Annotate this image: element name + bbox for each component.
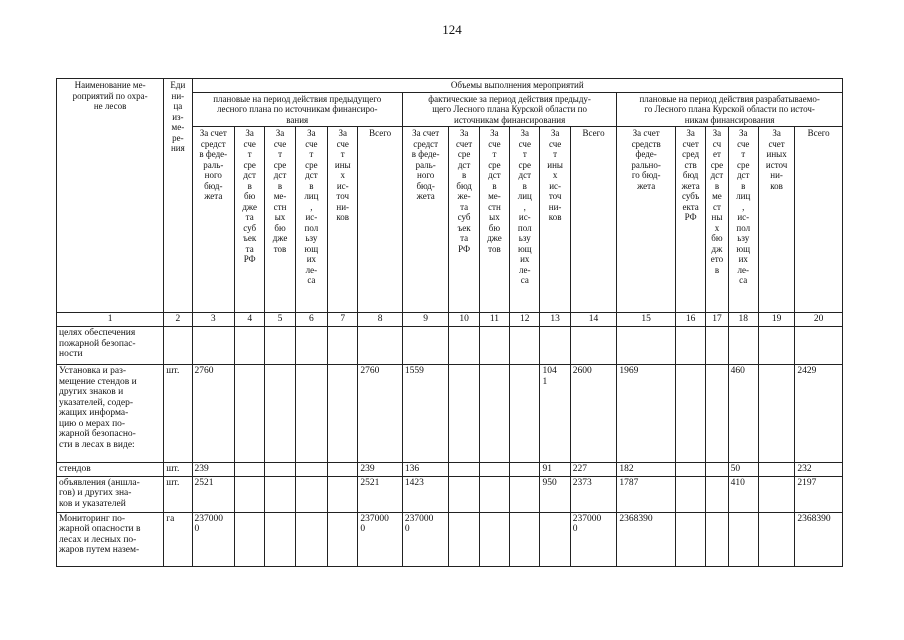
- row-label: Мониторинг по- жарной опасности в лесах и лесных по- жаров путем назем-: [57, 512, 164, 566]
- header-group-planned-current: плановые на период действия разрабатываемо- го Лесного плана Курской области по источ- никам финансирования: [617, 92, 843, 127]
- table-cell: [675, 512, 705, 566]
- table-row: [57, 327, 843, 365]
- column-number: 20: [795, 313, 843, 327]
- header-subcol: Всего: [358, 127, 403, 313]
- column-number: 7: [328, 313, 358, 327]
- table-cell: [510, 327, 540, 365]
- table-cell: 1969: [617, 365, 676, 463]
- table-cell: [358, 327, 403, 365]
- column-number: 18: [728, 313, 758, 327]
- table-cell: [675, 463, 705, 477]
- table-cell: [265, 463, 295, 477]
- table-cell: [328, 463, 358, 477]
- row-unit: шт.: [164, 463, 192, 477]
- table-cell: [449, 365, 479, 463]
- table-cell: [675, 476, 705, 512]
- row-unit: га: [164, 512, 192, 566]
- header-subcol: За сче т сре дст в ме- стн ых бю дже тов: [265, 127, 295, 313]
- row-label: целях обеспечения пожарной безопас- ности: [57, 327, 164, 365]
- column-number: 17: [706, 313, 728, 327]
- column-number: 2: [164, 313, 192, 327]
- table-cell: 2521: [192, 476, 234, 512]
- table-cell: [795, 327, 843, 365]
- row-label: объявления (аншла- гов) и других зна- ков и указателей: [57, 476, 164, 512]
- table-cell: [192, 327, 234, 365]
- header-subcol: За сч ет сре дст в ме ст ны х бю дж ето в: [706, 127, 728, 313]
- header-group-planned-previous: плановые на период действия предыдущего лесного плана по источникам финансиро- вания: [192, 92, 402, 127]
- header-subcol: За сче т сре дст в ме- стн ых бю дже тов: [479, 127, 509, 313]
- table-cell: 237000 0: [192, 512, 234, 566]
- table-cell: [758, 463, 794, 477]
- forest-protection-table: [56, 78, 843, 567]
- column-number: 16: [675, 313, 705, 327]
- column-number: 13: [540, 313, 570, 327]
- table-cell: [295, 512, 327, 566]
- table-cell: [328, 512, 358, 566]
- column-number: 9: [402, 313, 449, 327]
- table-cell: 2197: [795, 476, 843, 512]
- table-cell: 2600: [570, 365, 617, 463]
- column-number: 10: [449, 313, 479, 327]
- header-subcol: За счет сред ств бюд жета субъ екта РФ: [675, 127, 705, 313]
- row-label: Установка и раз- мещение стендов и других знаков и указателей, содер- жащих информа- цию о мерах по- жарной безопасно- сти в лесах в виде:: [57, 365, 164, 463]
- table-cell: [479, 476, 509, 512]
- table-cell: 239: [358, 463, 403, 477]
- table-cell: [235, 327, 265, 365]
- table-cell: [265, 365, 295, 463]
- table-cell: [265, 476, 295, 512]
- header-volumes: Объемы выполнения мероприятий: [192, 79, 842, 93]
- table-cell: [540, 327, 570, 365]
- row-label: стендов: [57, 463, 164, 477]
- table-cell: [295, 476, 327, 512]
- table-cell: [235, 476, 265, 512]
- table-cell: [328, 365, 358, 463]
- table-cell: 182: [617, 463, 676, 477]
- header-subcol: За сче т сре дст в бю дже та суб ъек та РФ: [235, 127, 265, 313]
- table-cell: 104 1: [540, 365, 570, 463]
- table-cell: 2368390: [617, 512, 676, 566]
- table-cell: [295, 365, 327, 463]
- header-subcol: За счет средст в феде- раль- ного бюд- жета: [402, 127, 449, 313]
- table-cell: [510, 512, 540, 566]
- table-cell: [510, 476, 540, 512]
- table-cell: 239: [192, 463, 234, 477]
- table-cell: [758, 512, 794, 566]
- row-unit: шт.: [164, 365, 192, 463]
- column-number: 19: [758, 313, 794, 327]
- header-subcol: За сче т сре дст в лиц , ис- пол ьзу ющ их ле- са: [295, 127, 327, 313]
- table-cell: [570, 327, 617, 365]
- column-number: 1: [57, 313, 164, 327]
- table-cell: [758, 476, 794, 512]
- column-number: 4: [235, 313, 265, 327]
- table-cell: 950: [540, 476, 570, 512]
- table-cell: 2368390: [795, 512, 843, 566]
- header-subcol: За сче т ины х ис- точ ни- ков: [540, 127, 570, 313]
- table-cell: 237000 0: [570, 512, 617, 566]
- table-cell: [479, 365, 509, 463]
- table-cell: [479, 327, 509, 365]
- table-cell: [510, 365, 540, 463]
- table-cell: [265, 327, 295, 365]
- table-cell: [675, 365, 705, 463]
- table-cell: [540, 512, 570, 566]
- table-cell: 1559: [402, 365, 449, 463]
- table-cell: [449, 476, 479, 512]
- table-cell: 237000 0: [358, 512, 403, 566]
- table-cell: [706, 512, 728, 566]
- header-subcol: Всего: [795, 127, 843, 313]
- table-cell: [510, 463, 540, 477]
- table-cell: [706, 327, 728, 365]
- table-cell: 136: [402, 463, 449, 477]
- table-cell: 460: [728, 365, 758, 463]
- header-unit-col: Еди ни- ца из- ме- ре- ния: [164, 79, 192, 313]
- header-group-actual-previous: фактические за период действия предыду- щего Лесного плана Курской области по источникам финансирования: [402, 92, 616, 127]
- header-subcol: За счет сре дст в бюд же- та суб ъек та РФ: [449, 127, 479, 313]
- header-subcol: За счет иных источ ни- ков: [758, 127, 794, 313]
- header-subcol: За счет средств феде- рально- го бюд- жета: [617, 127, 676, 313]
- column-number: 14: [570, 313, 617, 327]
- table-cell: 232: [795, 463, 843, 477]
- table-cell: [675, 327, 705, 365]
- table-row: [57, 463, 843, 477]
- table-cell: [706, 463, 728, 477]
- table-cell: [328, 327, 358, 365]
- table-cell: [235, 365, 265, 463]
- table-cell: 1787: [617, 476, 676, 512]
- table-cell: 2521: [358, 476, 403, 512]
- header-subcol: За счет средст в феде- раль- ного бюд- жета: [192, 127, 234, 313]
- table-cell: [235, 463, 265, 477]
- table-cell: [617, 327, 676, 365]
- table-cell: [295, 327, 327, 365]
- header-name-col: Наименование ме- роприятий по охра- не лесов: [57, 79, 164, 313]
- table-cell: [295, 463, 327, 477]
- table-cell: [728, 327, 758, 365]
- table-cell: 2429: [795, 365, 843, 463]
- table-cell: 50: [728, 463, 758, 477]
- column-number: 5: [265, 313, 295, 327]
- table-cell: [328, 476, 358, 512]
- column-number: 11: [479, 313, 509, 327]
- table-cell: 1423: [402, 476, 449, 512]
- header-subcol: За сче т сре дст в лиц , ис- пол ьзу ющ их ле- са: [510, 127, 540, 313]
- table-cell: [758, 327, 794, 365]
- table-row: [57, 365, 843, 463]
- table-cell: [728, 512, 758, 566]
- table-row: [57, 512, 843, 566]
- column-number: 15: [617, 313, 676, 327]
- table-cell: [758, 365, 794, 463]
- table-cell: [706, 476, 728, 512]
- table-cell: [479, 463, 509, 477]
- header-subcol: За сче т сре дст в лиц , ис- пол ьзу ющ их ле- са: [728, 127, 758, 313]
- column-number: 3: [192, 313, 234, 327]
- column-number: 6: [295, 313, 327, 327]
- table-cell: [479, 512, 509, 566]
- header-subcol: Всего: [570, 127, 617, 313]
- table-row: [57, 476, 843, 512]
- table-cell: [265, 512, 295, 566]
- table-cell: [449, 512, 479, 566]
- table-cell: 2760: [192, 365, 234, 463]
- table-cell: 2373: [570, 476, 617, 512]
- column-number: 12: [510, 313, 540, 327]
- page-number: 124: [442, 22, 462, 37]
- table-cell: 2760: [358, 365, 403, 463]
- table-cell: [706, 365, 728, 463]
- table-cell: [449, 327, 479, 365]
- table-cell: [235, 512, 265, 566]
- table-cell: 91: [540, 463, 570, 477]
- row-unit: шт.: [164, 476, 192, 512]
- table-cell: 410: [728, 476, 758, 512]
- column-number: 8: [358, 313, 403, 327]
- header-subcol: За сче т ины х ис- точ ни- ков: [328, 127, 358, 313]
- table-cell: 237000 0: [402, 512, 449, 566]
- table-cell: [402, 327, 449, 365]
- table-cell: 227: [570, 463, 617, 477]
- table-cell: [449, 463, 479, 477]
- row-unit: [164, 327, 192, 365]
